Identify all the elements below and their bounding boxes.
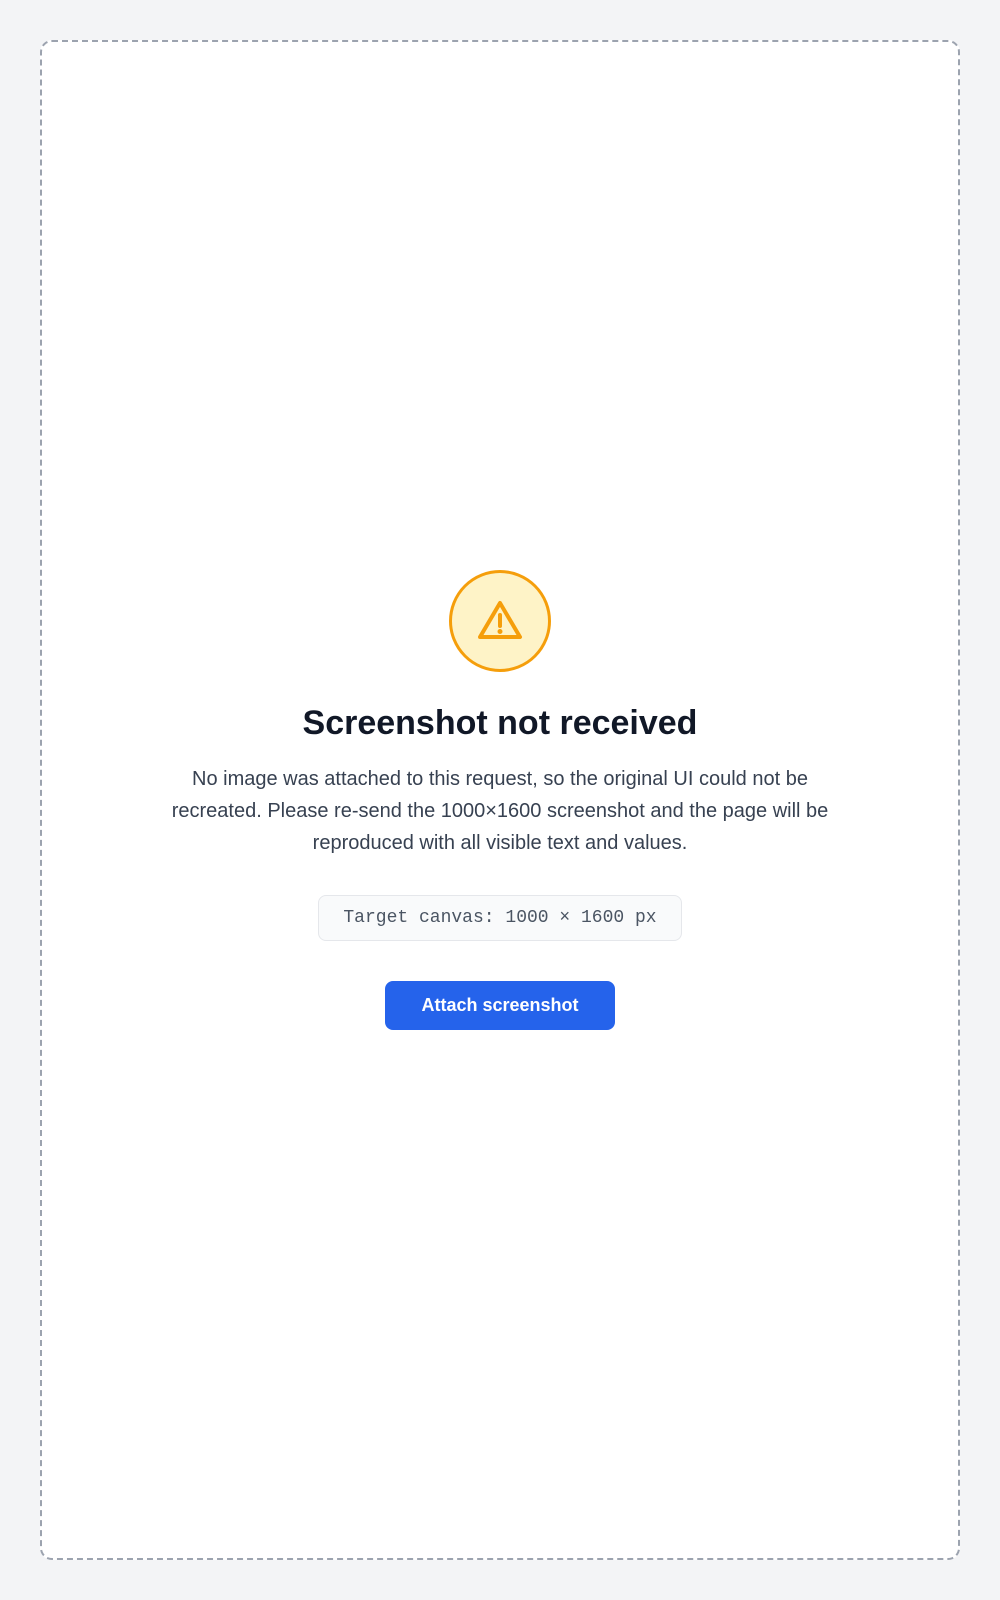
notice-message: No image was attached to this request, so the original UI could not be recreated. Please re-send the 1000×1600 screenshot and the page will be reproduced with all visible text and values. [171,768,829,854]
attach-screenshot-button[interactable]: Attach screenshot [385,981,614,1030]
notice-title: Screenshot not received [302,704,698,742]
placeholder-frame [40,40,960,1560]
target-dimensions: Target canvas: 1000 × 1600 px [318,895,681,941]
warning-icon [449,570,551,672]
